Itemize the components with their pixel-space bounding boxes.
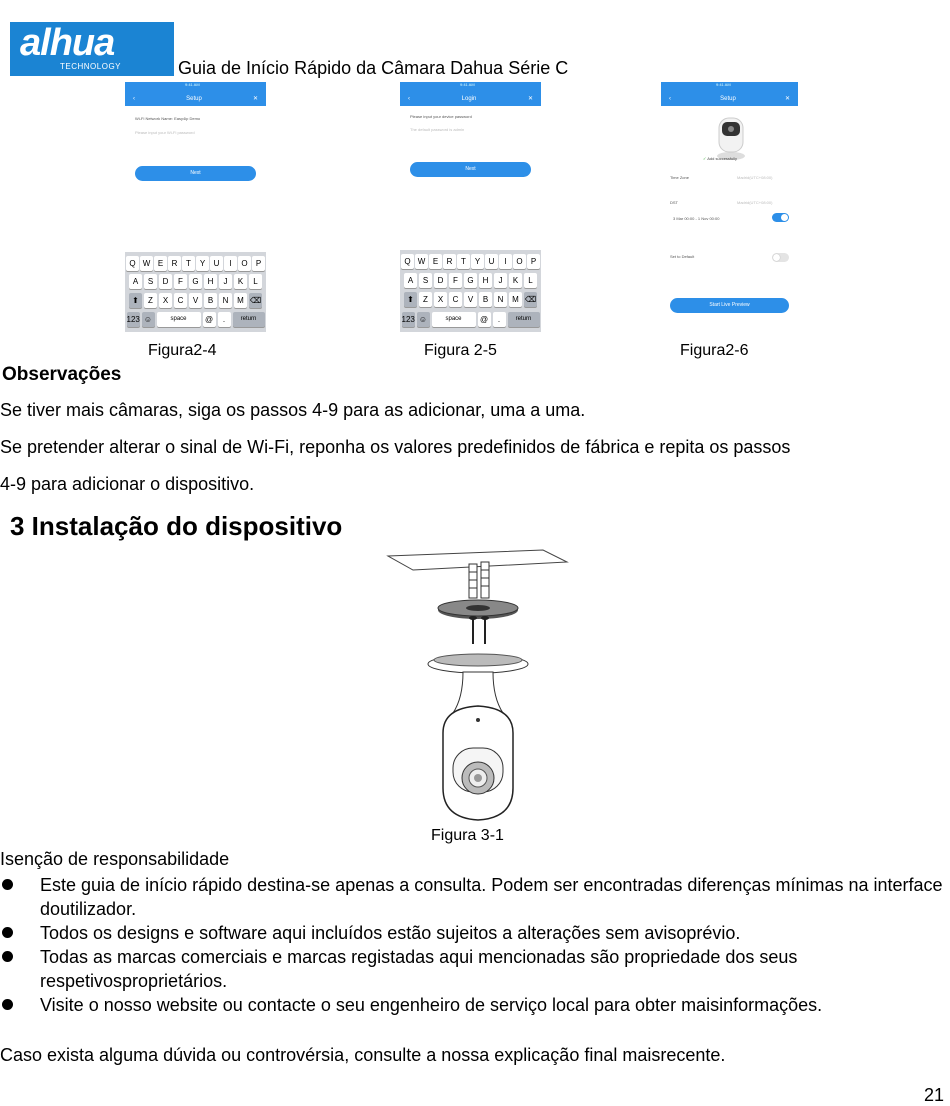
status-bar: 9:41 AM [400, 82, 541, 91]
key-q: Q [126, 256, 139, 271]
key-j: J [219, 274, 232, 289]
password-label: Please input your device password [410, 114, 472, 119]
back-icon: ‹ [133, 95, 135, 102]
key-space: space [157, 312, 201, 327]
dst-toggle [772, 213, 789, 222]
key-w: W [415, 254, 428, 269]
key-x: X [159, 293, 172, 308]
installation-diagram [383, 548, 583, 824]
key-j: J [494, 273, 507, 288]
key-u: U [210, 256, 223, 271]
key-y: Y [196, 256, 209, 271]
key-o: O [238, 256, 251, 271]
notes-paragraph-2b: 4-9 para adicionar o dispositivo. [0, 474, 255, 494]
key-t: T [457, 254, 470, 269]
document-title: Guia de Início Rápido da Câmara Dahua Série C [178, 58, 569, 78]
key-n: N [494, 292, 507, 307]
key-r: R [443, 254, 456, 269]
dst-label: DST [670, 200, 678, 205]
figure-caption-2-5: Figura 2-5 [424, 342, 497, 359]
close-icon: ✕ [527, 96, 533, 102]
bullet-icon [2, 927, 13, 938]
list-item: Este guia de início rápido destina-se apenas a consulta. Podem ser encontradas diferenças mínimas na interface doutilizador. [0, 873, 945, 921]
key-p: P [527, 254, 540, 269]
key-period: . [218, 312, 231, 327]
key-q: Q [401, 254, 414, 269]
bullet-icon [2, 951, 13, 962]
key-k: K [234, 274, 247, 289]
key-s: S [419, 273, 432, 288]
key-m: M [234, 293, 247, 308]
key-z: Z [144, 293, 157, 308]
status-bar: 9:41 AM [661, 82, 798, 91]
key-t: T [182, 256, 195, 271]
check-icon: ✓ [703, 156, 707, 161]
key-a: A [404, 273, 417, 288]
key-i: I [224, 256, 237, 271]
back-icon: ‹ [408, 95, 410, 102]
key-emoji: ☺ [417, 312, 430, 327]
added-status: ✓ Add successfully [703, 156, 738, 161]
key-f: F [174, 274, 187, 289]
timezone-label: Time Zone [670, 175, 689, 180]
logo-subtext: TECHNOLOGY [60, 62, 122, 71]
key-123: 123 [127, 312, 140, 327]
key-l: L [524, 273, 537, 288]
key-space: space [432, 312, 476, 327]
key-c: C [174, 293, 187, 308]
key-a: A [129, 274, 142, 289]
key-b: B [479, 292, 492, 307]
bullet-icon [2, 999, 13, 1010]
backspace-key: ⌫ [524, 292, 537, 307]
disclaimer-title: Isenção de responsabilidade [0, 849, 230, 869]
next-button: Next [135, 166, 256, 181]
nav-bar [400, 91, 541, 106]
phone-screen-setup-complete [661, 82, 798, 332]
section-heading: 3 Instalação do dispositivo [10, 511, 343, 541]
list-item: Todas as marcas comerciais e marcas registadas aqui mencionadas são propriedade dos seus respetivosproprietários. [0, 945, 945, 993]
nav-title: Setup [720, 95, 736, 102]
key-g: G [464, 273, 477, 288]
final-statement: Caso exista alguma dúvida ou controvérsia, consulte a nossa explicação final maisrecente. [0, 1045, 726, 1065]
key-h: H [204, 274, 217, 289]
key-v: V [189, 293, 202, 308]
key-z: Z [419, 292, 432, 307]
keyboard-1 [125, 252, 266, 332]
key-e: E [429, 254, 442, 269]
key-m: M [509, 292, 522, 307]
key-y: Y [471, 254, 484, 269]
dst-value: Madrid(UTC+08:00) [737, 200, 773, 205]
set-default-label: Set to Default [670, 254, 695, 259]
notes-paragraph-2a: Se pretender alterar o sinal de Wi-Fi, reponha os valores predefinidos de fábrica e repita os passos [0, 437, 791, 457]
logo-text: alhua [20, 22, 115, 64]
dst-range-label: 3 Mar 00:00 - 1 Nov 00:00 [673, 216, 720, 221]
key-d: D [434, 273, 447, 288]
figure-caption-2-6: Figura2-6 [680, 342, 749, 359]
key-d: D [159, 274, 172, 289]
set-default-toggle [772, 253, 789, 262]
back-icon: ‹ [669, 95, 671, 102]
key-return: return [508, 312, 540, 327]
notes-paragraph-1: Se tiver mais câmaras, siga os passos 4-9 para as adicionar, uma a uma. [0, 400, 586, 420]
key-g: G [189, 274, 202, 289]
shift-key: ⬆ [404, 292, 417, 307]
nav-bar [125, 91, 266, 106]
key-return: return [233, 312, 265, 327]
page-number: 21 [923, 1085, 944, 1105]
key-period: . [493, 312, 506, 327]
dahua-logo [10, 22, 174, 76]
key-i: I [499, 254, 512, 269]
key-b: B [204, 293, 217, 308]
key-x: X [434, 292, 447, 307]
key-u: U [485, 254, 498, 269]
notes-heading: Observações [2, 364, 122, 385]
timezone-value: Madrid(UTC+08:00) [737, 175, 773, 180]
key-at: @ [203, 312, 216, 327]
keyboard-2 [400, 250, 541, 332]
phone-screen-login [400, 82, 541, 252]
disclaimer-list [0, 873, 945, 1017]
key-c: C [449, 292, 462, 307]
key-n: N [219, 293, 232, 308]
nav-bar [661, 91, 798, 106]
start-live-preview-button: Start Live Preview [670, 298, 789, 313]
nav-title: Login [461, 95, 477, 102]
key-k: K [509, 273, 522, 288]
close-icon: ✕ [784, 96, 790, 102]
shift-key: ⬆ [129, 293, 142, 308]
password-placeholder: The default password is admin [410, 127, 465, 132]
key-emoji: ☺ [142, 312, 155, 327]
list-item: Visite o nosso website ou contacte o seu engenheiro de serviço local para obter maisinformações. [0, 993, 945, 1017]
bullet-icon [2, 879, 13, 890]
key-f: F [449, 273, 462, 288]
key-w: W [140, 256, 153, 271]
key-at: @ [478, 312, 491, 327]
key-123: 123 [402, 312, 415, 327]
key-s: S [144, 274, 157, 289]
next-button: Next [410, 162, 531, 177]
figure-caption-3-1: Figura 3-1 [431, 827, 504, 844]
backspace-key: ⌫ [249, 293, 262, 308]
figure-caption-2-4: Figura2-4 [148, 342, 217, 359]
list-item: Todos os designs e software aqui incluídos estão sujeitos a alterações sem avisoprévio. [0, 921, 945, 945]
wifi-password-placeholder: Please input your Wi-Fi password [135, 130, 195, 135]
key-h: H [479, 273, 492, 288]
key-l: L [249, 274, 262, 289]
key-v: V [464, 292, 477, 307]
key-p: P [252, 256, 265, 271]
status-bar: 9:41 AM [125, 82, 266, 91]
close-icon: ✕ [252, 96, 258, 102]
nav-title: Setup [186, 95, 202, 102]
key-o: O [513, 254, 526, 269]
key-r: R [168, 256, 181, 271]
wifi-name-label: Wi-Fi Network Name: Easy4ip Demo [135, 116, 201, 121]
phone-screen-wifi-setup [125, 82, 266, 252]
key-e: E [154, 256, 167, 271]
